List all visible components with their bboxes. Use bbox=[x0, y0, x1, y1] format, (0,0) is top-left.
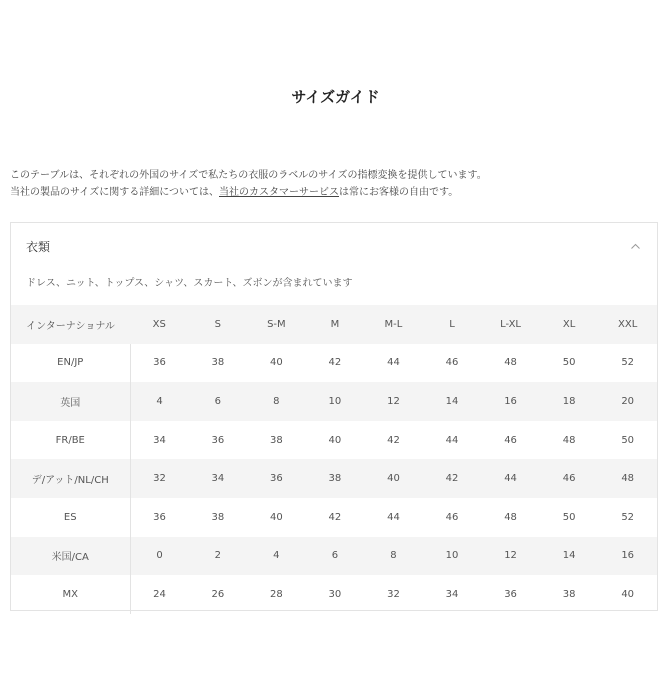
table-cell: 16 bbox=[598, 537, 657, 576]
table-cell: 40 bbox=[270, 357, 283, 369]
table-cell: 12 bbox=[481, 537, 540, 576]
table-cell: 6 bbox=[306, 537, 365, 576]
table-cell: 50 bbox=[562, 511, 576, 523]
table-row bbox=[11, 421, 657, 460]
row-header: デ/アット/NL/CH bbox=[11, 459, 130, 498]
table-cell: 30 bbox=[328, 588, 342, 600]
table-cell: 42 bbox=[423, 459, 482, 498]
clothing-panel-header[interactable] bbox=[11, 223, 657, 269]
intro-line-2-prefix: 当社の製品のサイズに関する詳細については、 bbox=[10, 187, 219, 198]
row-header: EN/JP bbox=[11, 344, 130, 383]
column-header: S-M bbox=[247, 305, 306, 344]
table-cell: 2 bbox=[189, 537, 248, 576]
table-cell: 50 bbox=[562, 357, 576, 369]
table-cell: 52 bbox=[621, 357, 635, 369]
table-cell: 42 bbox=[328, 511, 342, 523]
table-cell: 34 bbox=[189, 459, 248, 498]
table-cell: 36 bbox=[211, 434, 225, 446]
table-cell: 8 bbox=[364, 537, 423, 576]
row-header: ES bbox=[11, 498, 130, 537]
table-cell: 38 bbox=[270, 434, 283, 446]
table-cell: 46 bbox=[445, 511, 459, 523]
table-row bbox=[11, 459, 657, 498]
table-cell: 10 bbox=[306, 382, 365, 421]
table-cell: 28 bbox=[270, 588, 283, 600]
table-cell: 36 bbox=[504, 588, 517, 600]
size-conversion-table bbox=[11, 305, 657, 614]
table-cell: 40 bbox=[328, 434, 342, 446]
clothing-size-panel bbox=[10, 222, 658, 611]
table-cell: 10 bbox=[423, 537, 482, 576]
column-header: XXL bbox=[598, 305, 657, 344]
table-cell: 32 bbox=[387, 588, 400, 600]
column-header: M-L bbox=[364, 305, 423, 344]
table-cell: 38 bbox=[562, 588, 576, 600]
chevron-up-icon[interactable] bbox=[629, 240, 641, 252]
table-cell: 14 bbox=[423, 382, 482, 421]
table-cell: 34 bbox=[153, 434, 166, 446]
column-header: XL bbox=[540, 305, 599, 344]
page-title: サイズガイド bbox=[291, 88, 380, 106]
table-cell: 46 bbox=[540, 459, 599, 498]
table-cell: 50 bbox=[621, 434, 635, 446]
row-header: 英国 bbox=[11, 382, 130, 421]
table-cell: 6 bbox=[189, 382, 248, 421]
table-cell: 48 bbox=[504, 511, 517, 523]
table-cell: 44 bbox=[387, 357, 400, 369]
intro-text bbox=[10, 167, 660, 201]
column-header: インターナショナル bbox=[11, 305, 130, 344]
clothing-panel-description: ドレス、ニット、トップス、シャツ、スカート、ズボンが含まれています bbox=[26, 278, 353, 289]
table-cell: 20 bbox=[598, 382, 657, 421]
table-cell: 46 bbox=[504, 434, 517, 446]
table-cell: 48 bbox=[598, 459, 657, 498]
row-header: MX bbox=[11, 575, 130, 614]
table-cell: 38 bbox=[211, 511, 225, 523]
column-header: M bbox=[306, 305, 365, 344]
column-header: L-XL bbox=[481, 305, 540, 344]
table-cell: 36 bbox=[153, 511, 166, 523]
table-cell: 38 bbox=[211, 357, 225, 369]
table-cell: 36 bbox=[247, 459, 306, 498]
table-cell: 4 bbox=[247, 537, 306, 576]
table-cell: 16 bbox=[481, 382, 540, 421]
table-row bbox=[11, 575, 657, 614]
table-cell: 4 bbox=[130, 382, 189, 421]
table-row bbox=[11, 498, 657, 537]
table-cell: 8 bbox=[247, 382, 306, 421]
table-cell: 14 bbox=[540, 537, 599, 576]
table-cell: 12 bbox=[364, 382, 423, 421]
intro-line-2-suffix: は常にお客様の自由です。 bbox=[339, 187, 459, 198]
intro-line-1: このテーブルは、それぞれの外国のサイズで私たちの衣服のラベルのサイズの指標変換を提供しています。 bbox=[10, 170, 487, 181]
row-header: FR/BE bbox=[11, 421, 130, 460]
table-cell: 40 bbox=[270, 511, 283, 523]
table-cell: 44 bbox=[387, 511, 400, 523]
table-cell: 48 bbox=[562, 434, 576, 446]
clothing-panel-title: 衣類 bbox=[26, 239, 51, 254]
table-cell: 34 bbox=[445, 588, 459, 600]
table-cell: 48 bbox=[504, 357, 517, 369]
table-cell: 42 bbox=[387, 434, 400, 446]
table-cell: 40 bbox=[364, 459, 423, 498]
table-row bbox=[11, 344, 657, 383]
table-cell: 18 bbox=[540, 382, 599, 421]
table-cell: 46 bbox=[445, 357, 459, 369]
customer-service-link[interactable]: 当社のカスタマーサービス bbox=[219, 187, 339, 198]
column-header: L bbox=[423, 305, 482, 344]
table-cell: 38 bbox=[306, 459, 365, 498]
table-cell: 24 bbox=[153, 588, 166, 600]
table-cell: 32 bbox=[130, 459, 189, 498]
table-cell: 26 bbox=[211, 588, 225, 600]
table-row bbox=[11, 382, 657, 421]
table-row bbox=[11, 537, 657, 576]
table-cell: 52 bbox=[621, 511, 635, 523]
table-cell: 36 bbox=[153, 357, 166, 369]
table-header-row bbox=[11, 305, 657, 344]
column-header: XS bbox=[130, 305, 189, 344]
table-cell: 40 bbox=[621, 588, 635, 600]
table-cell: 0 bbox=[130, 537, 189, 576]
table-cell: 44 bbox=[445, 434, 459, 446]
column-header: S bbox=[189, 305, 248, 344]
row-header: 米国/CA bbox=[11, 537, 130, 576]
table-cell: 42 bbox=[328, 357, 342, 369]
intro-line-2 bbox=[10, 184, 660, 201]
table-cell: 44 bbox=[481, 459, 540, 498]
